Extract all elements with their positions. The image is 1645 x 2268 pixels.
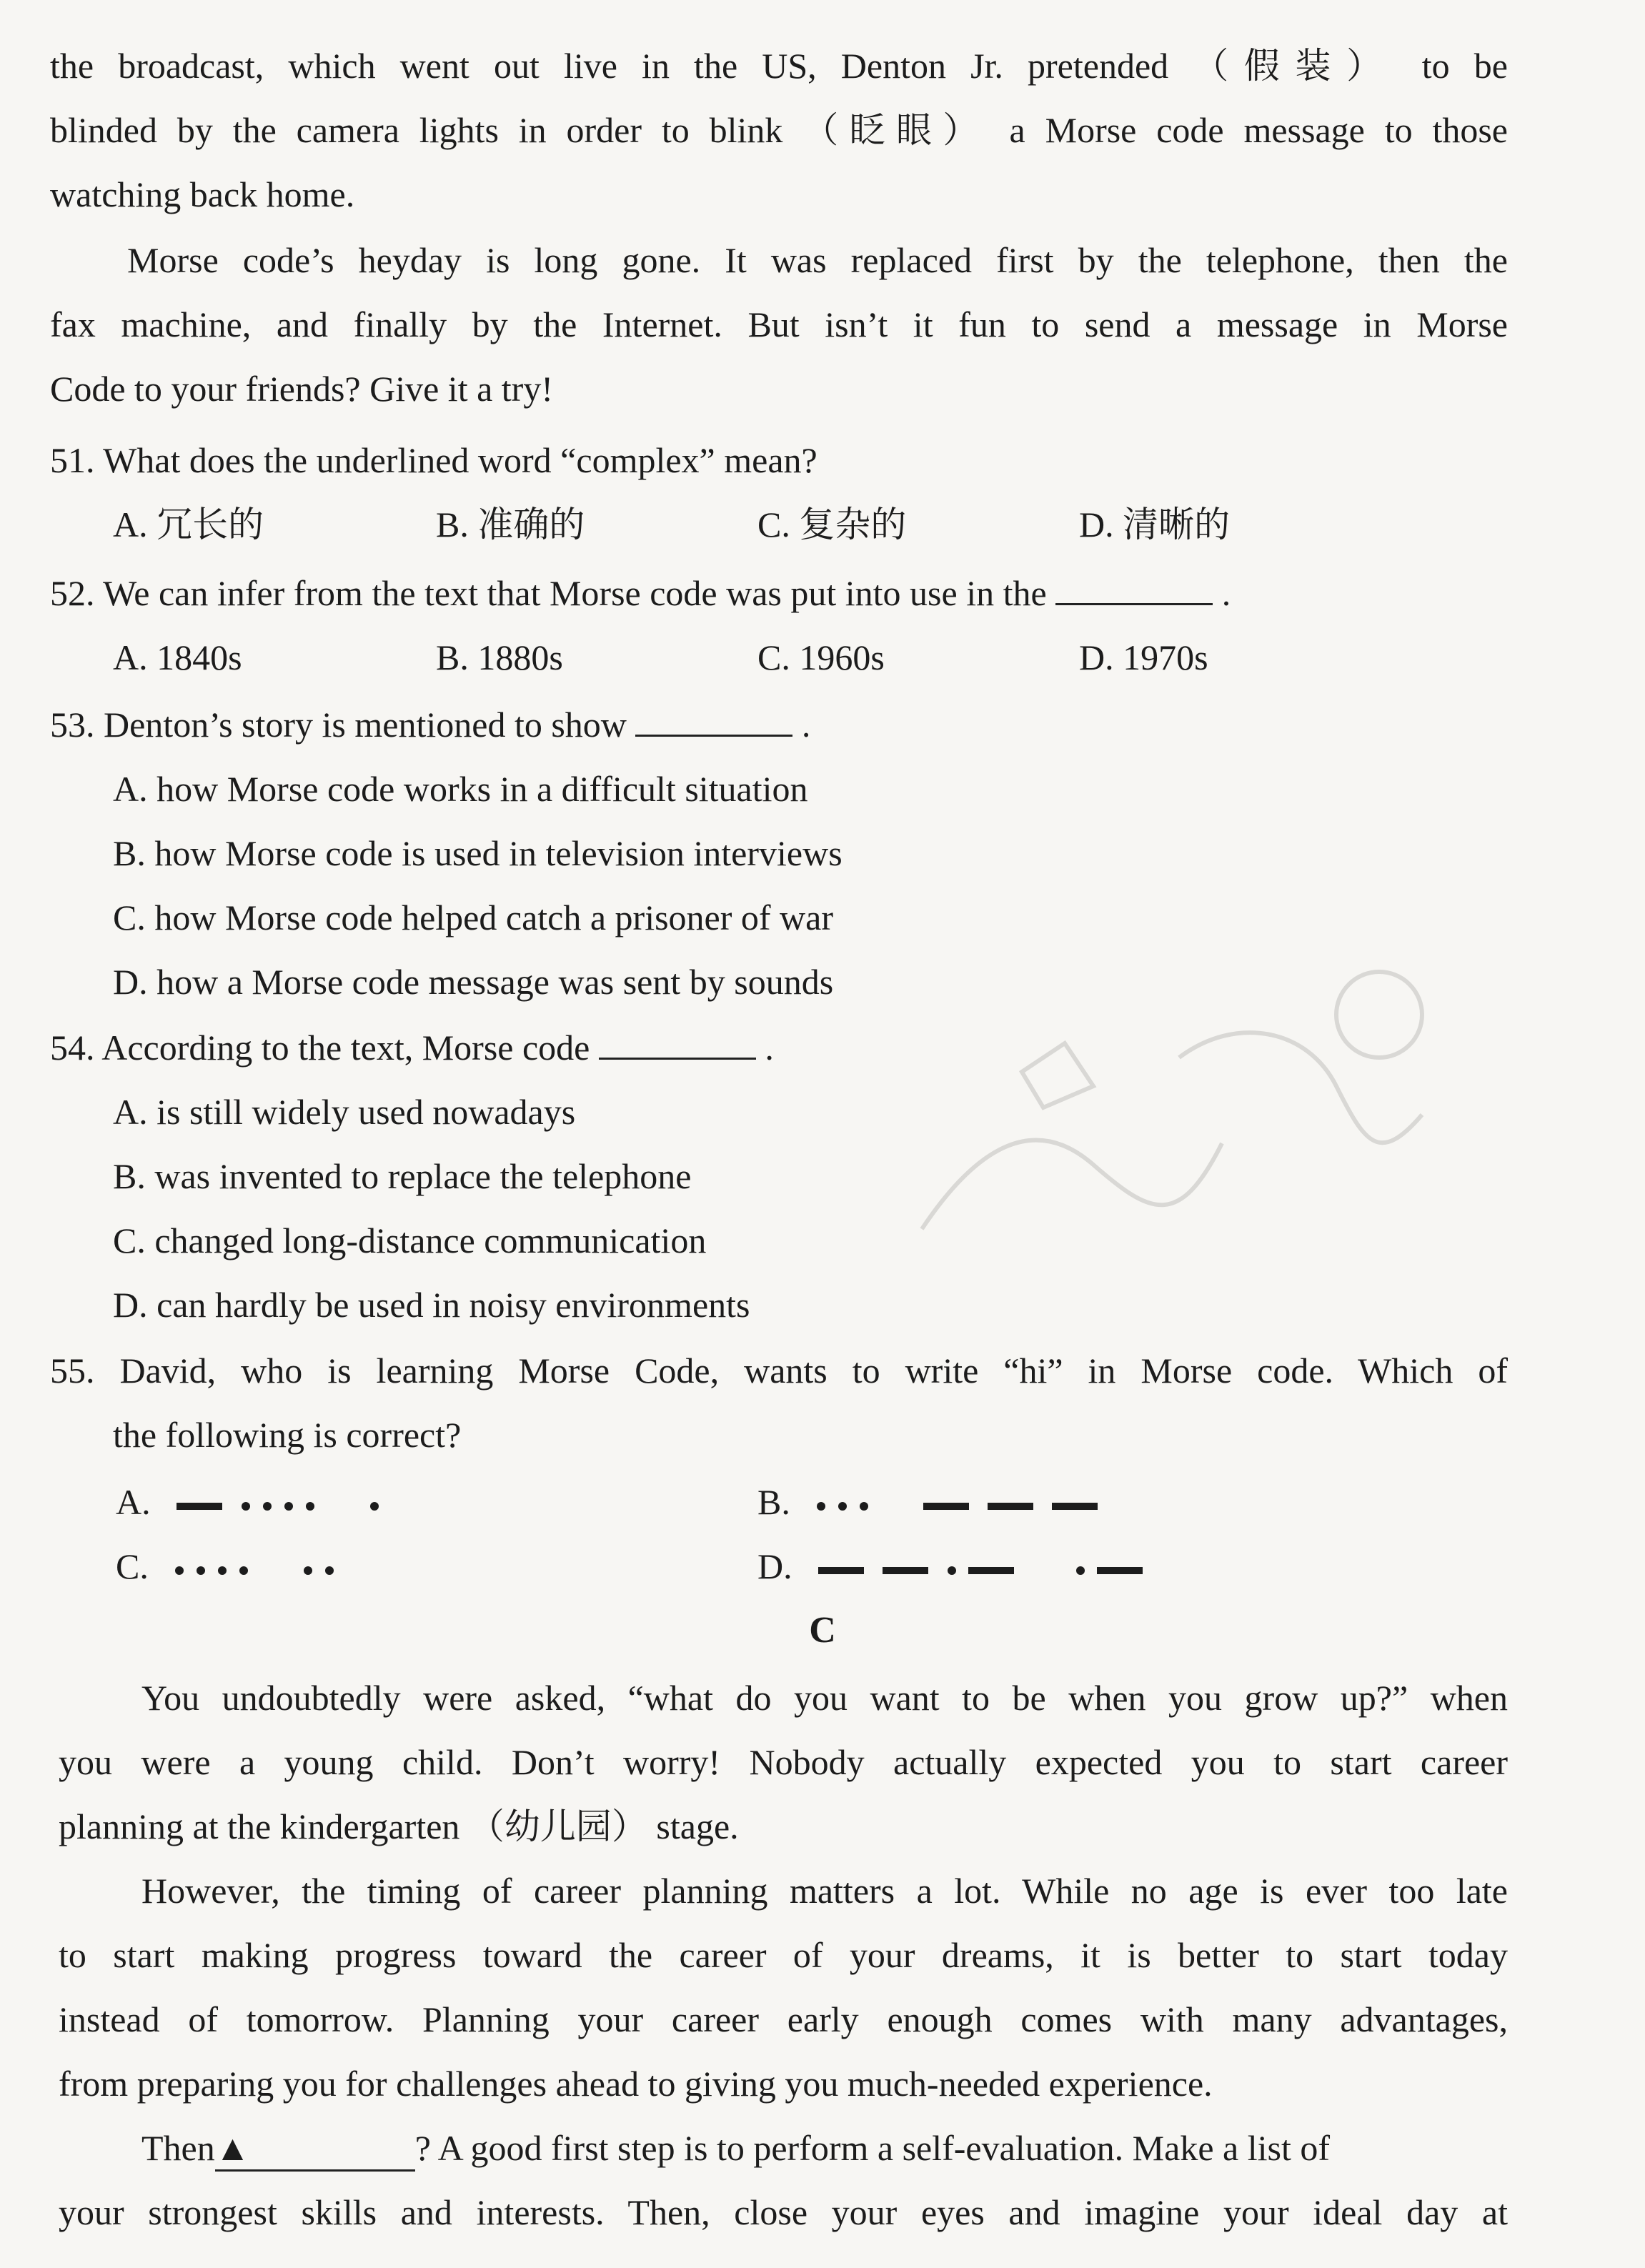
morse-dot: [175, 1566, 184, 1575]
q53-option-c: C. how Morse code helped catch a prisoner of war: [113, 897, 833, 937]
morse-dot: [306, 1502, 314, 1511]
morse-code-a: [174, 1492, 398, 1521]
section-heading: C: [809, 1610, 836, 1651]
morse-dash: [1097, 1567, 1143, 1574]
morse-dash: [968, 1567, 1014, 1574]
answer-blank-triangle: ▲: [215, 2127, 415, 2172]
q52-option-d: D. 1970s: [1079, 637, 1208, 677]
text-line: instead of tomorrow. Planning your career early enough comes with many advantages,: [59, 1999, 1508, 2039]
morse-dot: [263, 1502, 272, 1511]
question-53-stem: 53. Denton’s story is mentioned to show: [50, 705, 627, 745]
morse-dot: [239, 1566, 248, 1575]
morse-dot: [370, 1502, 379, 1511]
q54-option-d: D. can hardly be used in noisy environments: [113, 1285, 750, 1325]
morse-dot: [860, 1502, 868, 1511]
morse-dot: [817, 1502, 825, 1511]
text-line: Code to your friends? Give it a try!: [50, 369, 553, 409]
morse-dot: [948, 1566, 956, 1575]
morse-dash: [1052, 1503, 1098, 1510]
answer-blank: [1055, 575, 1213, 605]
option-label: D.: [757, 1546, 792, 1586]
morse-dot: [838, 1502, 847, 1511]
morse-dash: [988, 1503, 1033, 1510]
text-line: from preparing you for challenges ahead to giving you much-needed experience.: [59, 2064, 1213, 2104]
q51-option-d: D. 清晰的: [1079, 504, 1231, 544]
morse-dot: [284, 1502, 293, 1511]
question-end-mark: .: [1221, 573, 1231, 613]
text-line: blinded by the camera lights in order to blink （眨眼） a Morse code message to those: [50, 110, 1508, 150]
q53-option-d: D. how a Morse code message was sent by sounds: [113, 962, 834, 1002]
q51-option-a: A. 冗长的: [113, 504, 264, 544]
question-52-stem: 52. We can infer from the text that Morse code was put into use in the: [50, 573, 1047, 613]
morse-dash: [923, 1503, 969, 1510]
q55-option-c: [116, 1545, 353, 1588]
question-end-mark: .: [801, 705, 811, 745]
text-line: watching back home.: [50, 174, 355, 214]
text-line: You undoubtedly were asked, “what do you want to be when you grow up?” when: [141, 1678, 1508, 1718]
morse-dot: [242, 1502, 250, 1511]
option-label: C.: [116, 1546, 149, 1586]
question-52: [50, 572, 1508, 615]
text-line: planning at the kindergarten （幼儿园） stage.: [59, 1806, 739, 1846]
q52-option-c: C. 1960s: [757, 637, 885, 677]
q51-option-c: C. 复杂的: [757, 504, 907, 544]
morse-dot: [1076, 1566, 1085, 1575]
question-55-stem-line1: 55. David, who is learning Morse Code, wants to write “hi” in Morse code. Which of: [50, 1351, 1508, 1391]
morse-dash: [883, 1567, 928, 1574]
morse-dot: [304, 1566, 312, 1575]
q55-option-d: [757, 1545, 1168, 1588]
option-label: A.: [116, 1482, 151, 1522]
text-line: fax machine, and finally by the Internet. But isn’t it fun to send a message in Morse: [50, 304, 1508, 344]
text-line-with-blank: Then▲ ? A good first step is to perform a self-evaluation. Make a list of: [141, 2127, 1508, 2172]
question-51-stem: 51. What does the underlined word “complex” mean?: [50, 440, 817, 480]
q54-option-c: C. changed long-distance communication: [113, 1220, 707, 1260]
q53-option-a: A. how Morse code works in a difficult situation: [113, 769, 808, 809]
q55-option-a: [116, 1481, 398, 1523]
morse-dash: [177, 1503, 222, 1510]
watermark-stamp: [879, 929, 1451, 1286]
answer-blank: [599, 1029, 756, 1060]
question-53: [50, 703, 1508, 746]
option-label: B.: [757, 1482, 790, 1522]
morse-code-d: [815, 1556, 1168, 1585]
q51-option-b: B. 准确的: [436, 504, 585, 544]
q55-option-b: [757, 1481, 1123, 1523]
q52-option-b: B. 1880s: [436, 637, 563, 677]
q52-option-a: A. 1840s: [113, 637, 242, 677]
text-line: you were a young child. Don’t worry! Nobody actually expected you to start career: [59, 1742, 1508, 1782]
morse-dot: [197, 1566, 205, 1575]
q54-option-b: B. was invented to replace the telephone: [113, 1156, 692, 1196]
question-55-stem-line2: the following is correct?: [113, 1415, 462, 1455]
text-line: your strongest skills and interests. Then, close your eyes and imagine your ideal day at: [59, 2192, 1508, 2232]
morse-dot: [218, 1566, 227, 1575]
morse-code-b: [813, 1492, 1123, 1521]
text-line: the broadcast, which went out live in the US, Denton Jr. pretended （假装） to be: [50, 46, 1508, 86]
q54-option-a: A. is still widely used nowadays: [113, 1092, 576, 1132]
answer-blank: [635, 706, 792, 737]
morse-dot: [325, 1566, 334, 1575]
text-line: However, the timing of career planning matters a lot. While no age is ever too late: [141, 1871, 1508, 1911]
text-line: Morse code’s heyday is long gone. It was replaced first by the telephone, then the: [127, 240, 1508, 280]
q53-option-b: B. how Morse code is used in television interviews: [113, 833, 843, 873]
morse-dash: [818, 1567, 864, 1574]
question-54-stem: 54. According to the text, Morse code: [50, 1028, 590, 1068]
text-line: to start making progress toward the career of your dreams, it is better to start today: [59, 1935, 1508, 1975]
morse-code-c: [172, 1556, 353, 1585]
question-end-mark: .: [765, 1028, 774, 1068]
